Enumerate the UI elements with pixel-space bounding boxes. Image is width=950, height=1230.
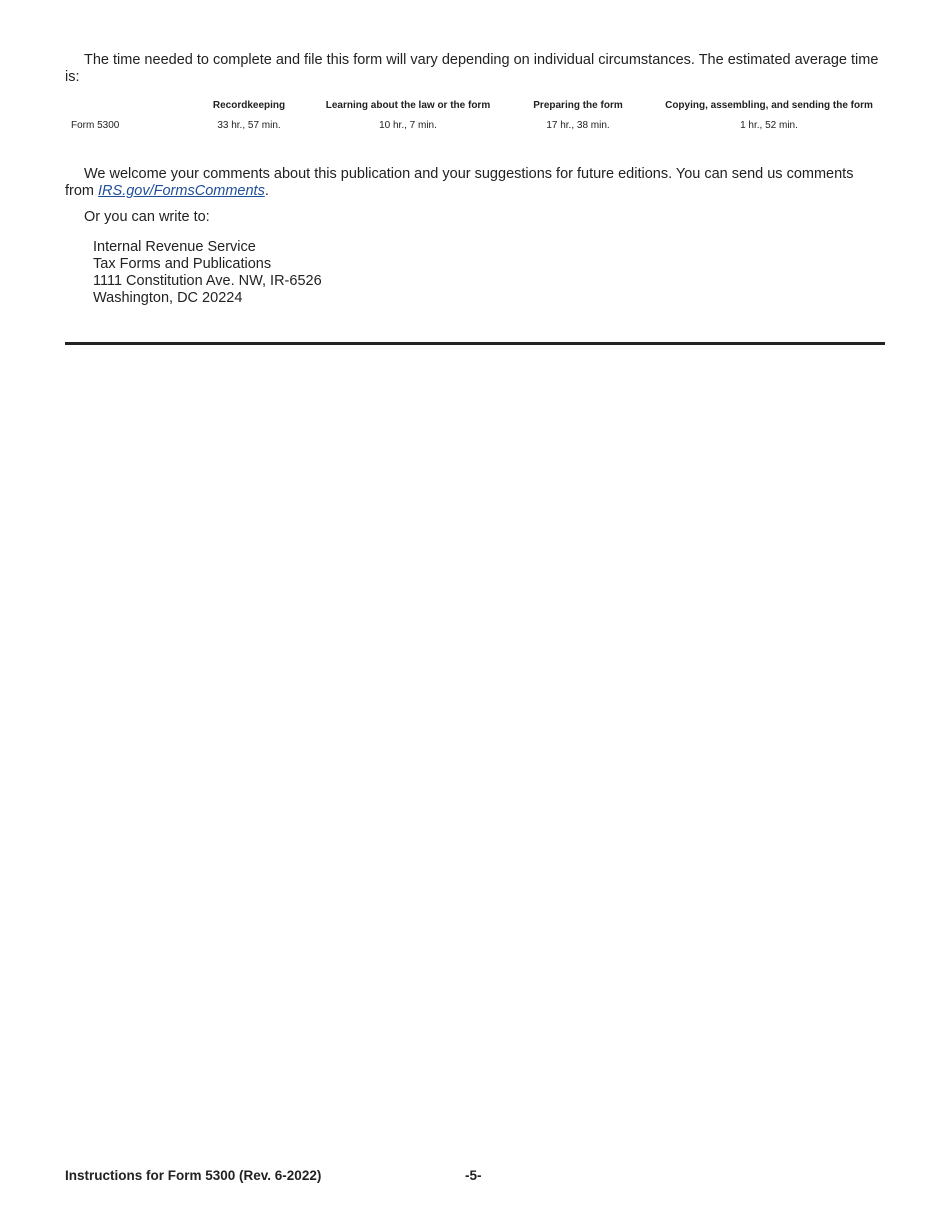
table-header-cell: Learning about the law or the form <box>325 100 491 111</box>
address-line: Internal Revenue Service <box>93 239 256 255</box>
table-row-label: Form 5300 <box>71 120 120 131</box>
table-row <box>65 117 885 134</box>
table-header-cell: Preparing the form <box>533 100 623 111</box>
mailing-address <box>93 239 322 307</box>
table-cell: 10 hr., 7 min. <box>379 120 437 131</box>
burden-table <box>65 97 885 134</box>
table-header-cell: Recordkeeping <box>212 100 286 111</box>
page-number: -5- <box>465 1168 482 1183</box>
table-header-cell <box>65 97 185 117</box>
address-line: Tax Forms and Publications <box>93 256 272 272</box>
address-line: 1111 Constitution Ave. NW, IR-6526 <box>93 273 322 289</box>
table-header-row <box>65 97 885 117</box>
document-page <box>65 0 885 1230</box>
table-cell: 17 hr., 38 min. <box>546 120 610 131</box>
footer-title: Instructions for Form 5300 (Rev. 6-2022) <box>65 1168 322 1183</box>
write-to-paragraph: Or you can write to: <box>84 209 210 225</box>
table-cell: 33 hr., 57 min. <box>217 120 281 131</box>
comments-suffix: . <box>264 183 269 199</box>
table-cell: 1 hr., 52 min. <box>740 120 798 131</box>
comments-paragraph <box>65 166 885 200</box>
forms-comments-link[interactable]: IRS.gov/FormsComments <box>98 183 265 199</box>
comments-text: We welcome your comments about this publication and your suggestions for future editions. You can send us comments from <box>65 166 854 199</box>
address-line: Washington, DC 20224 <box>93 290 243 306</box>
intro-paragraph: The time needed to complete and file this form will vary depending on individual circumstances. The estimated average time is: <box>65 52 879 85</box>
table-header-cell: Copying, assembling, and sending the form <box>665 100 873 111</box>
section-divider <box>65 342 885 345</box>
